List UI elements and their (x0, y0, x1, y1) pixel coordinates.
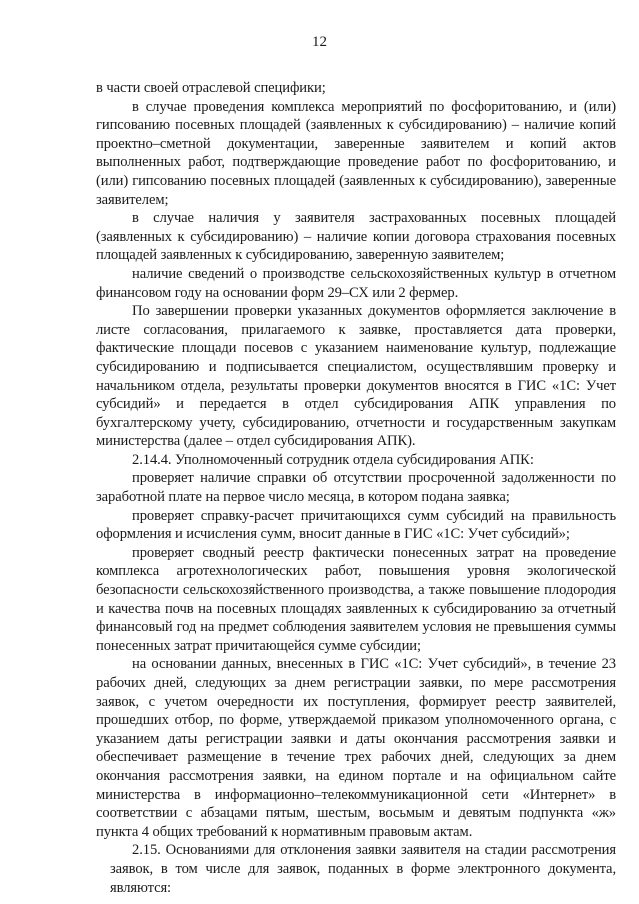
paragraph-phosphoritization: в случае проведения комплекса мероприятий по фосфоритованию, и (или) гипсованию посевных площадей (заявленных к субсидированию) – наличие копий проектно–сметной документации, заверенные заявителем и копий актов выполненных работ, подтверждающие проведение работ по фосфоритованию, и (или) гипсованию посевных площадей (заявленных к субсидированию), заверенные заявителем; (96, 98, 616, 208)
document-body (96, 79, 616, 897)
paragraph-register-check: проверяет сводный реестр фактически понесенных затрат на проведение комплекса агротехнологических работ, повышения уровня экологической безопасности сельскохозяйственного производства, а также повышение плодородия и качества почв на посевных площадях заявленных к субсидированию за отчетный финансовый год на предмет соблюдения заявителем условия не превышения суммы понесенных затрат причитающейся сумме субсидии; (96, 544, 616, 654)
paragraph-check-conclusion: По завершении проверки указанных документов оформляется заключение в листе согласования, прилагаемого к заявке, проставляется дата проверки, фактические площади посевов с указанием наименование культур, подлежащие субсидированию и подписывается специалистом, осуществлявшим проверку и начальником отдела, результаты проверки документов вносятся в ГИС «1С: Учет субсидий» и передается в отдел субсидирования АПК управления по бухгалтерскому учету, субсидированию, отчетности и государственным закупкам министерства (далее – отдел субсидирования АПК). (96, 303, 616, 450)
paragraph-calculation-check: проверяет справку-расчет причитающихся сумм субсидий на правильность оформления и исчисления сумм, вносит данные в ГИС «1С: Учет субсидий»; (96, 507, 616, 543)
page-number: 12 (312, 34, 327, 50)
paragraph-sector-specifics: в части своей отраслевой специфики; (96, 80, 326, 96)
section-heading-2-14-4: 2.14.4. Уполномоченный сотрудник отдела субсидирования АПК: (132, 451, 534, 468)
section-heading-2-15: 2.15. Основаниями для отклонения заявки заявителя на стадии рассмотрения заявок, в том числе для заявок, поданных в форме электронного документа, являются: (110, 842, 616, 896)
paragraph-register-formation: на основании данных, внесенных в ГИС «1С: Учет субсидий», в течение 23 рабочих дней, следующих за днем регистрации заявки, по мере рассмотрения заявок, с учетом очередности их поступления, формирует реестр заявителей, прошедших отбор, по форме, утверждаемой приказом уполномоченного органа, с указанием даты регистрации заявки и даты окончания рассмотрения заявки и обеспечивает размещение в течение трех рабочих дней, следующих за днем окончания рассмотрения заявки, на едином портале и на официальном сайте министерства в информационно–телекоммуникационной сети «Интернет» в соответствии с абзацами пятым, шестым, восьмым и девятым подпункта «ж» пункта 4 общих требований к нормативным правовым актам. (96, 656, 616, 840)
paragraph-production-data: наличие сведений о производстве сельскохозяйственных культур в отчетном финансовом году на основании форм 29–СХ или 2 фермер. (96, 265, 616, 301)
paragraph-insurance: в случае наличия у заявителя застрахованных посевных площадей (заявленных к субсидированию) – наличие копии договора страхования посевных площадей заявленных к субсидированию, заверенную заявителем; (96, 210, 616, 264)
paragraph-debt-check: проверяет наличие справки об отсутствии просроченной задолженности по заработной плате на первое число месяца, в котором подана заявка; (96, 470, 616, 506)
